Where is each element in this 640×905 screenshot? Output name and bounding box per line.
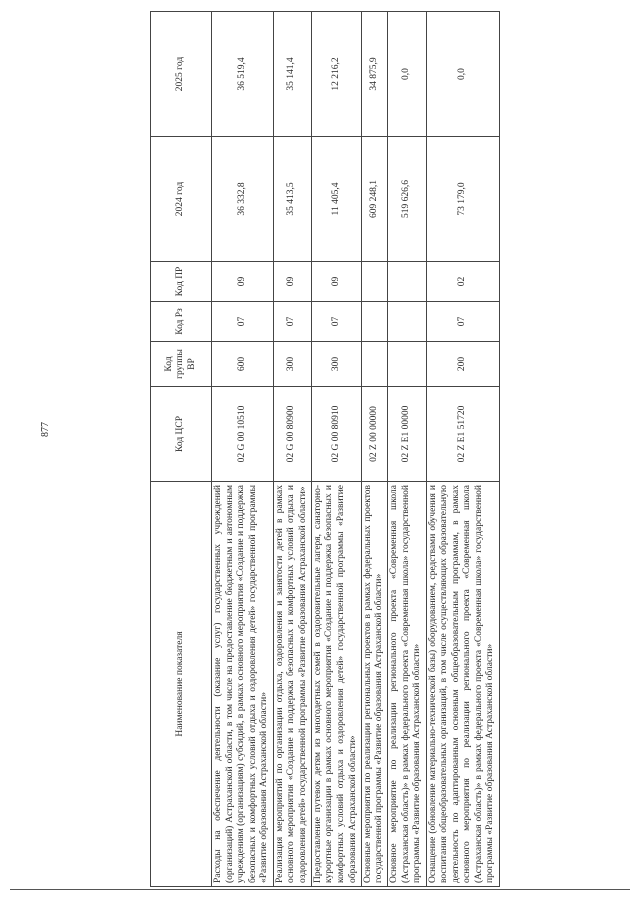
row-csr: 02 G 00 80900: [273, 387, 311, 482]
row-vr: 300: [273, 342, 311, 387]
table-row: [311, 12, 361, 887]
row-rz: 07: [212, 302, 274, 342]
row-vr: 200: [426, 342, 499, 387]
table-row: [361, 12, 387, 887]
row-csr: 02 Z 00 00000: [361, 387, 387, 482]
row-csr: 02 Z E1 00000: [388, 387, 426, 482]
header-vr: Код группы ВР: [151, 342, 212, 387]
row-pr: 09: [212, 262, 274, 302]
row-name: Реализация мероприятий по организации отдыха, оздоровления и занятости детей в рамках основного мероприятия «Создание и поддержка безопасных и комфортных условий отдыха и оздоровления детей» государственной программы «Развитие образования Астраханской области»: [273, 482, 311, 887]
row-vr: 600: [212, 342, 274, 387]
row-csr: 02 Z E1 51720: [426, 387, 499, 482]
table-row: [426, 12, 499, 887]
row-2025: 36 519,4: [212, 12, 274, 137]
header-2024: 2024 год: [151, 137, 212, 262]
bottom-rule: [10, 889, 630, 890]
row-2025: 34 875,9: [361, 12, 387, 137]
row-2024: 73 179,0: [426, 137, 499, 262]
header-name: Наименование показателя: [151, 482, 212, 887]
row-2024: 36 332,8: [212, 137, 274, 262]
row-pr: [388, 262, 426, 302]
row-rz: 07: [273, 302, 311, 342]
row-vr: [388, 342, 426, 387]
header-2025: 2025 год: [151, 12, 212, 137]
row-2024: 35 413,5: [273, 137, 311, 262]
page-number: 877: [40, 422, 51, 437]
header-rz: Код Рз: [151, 302, 212, 342]
table-row: [388, 12, 426, 887]
row-rz: [361, 302, 387, 342]
row-2025: 35 141,4: [273, 12, 311, 137]
row-2025: 0,0: [426, 12, 499, 137]
header-pr: Код ПР: [151, 262, 212, 302]
budget-table: [150, 11, 500, 887]
row-2024: 519 626,6: [388, 137, 426, 262]
table-row: [212, 12, 274, 887]
row-rz: [388, 302, 426, 342]
row-vr: 300: [311, 342, 361, 387]
row-name: Основное мероприятие по реализации регионального проекта «Современная школа (Астраханская область)» в рамках федерального проекта «Современная школа» государственной программы «Развитие образования Астраханской области»: [388, 482, 426, 887]
row-csr: 02 G 00 10510: [212, 387, 274, 482]
row-name: Расходы на обеспечение деятельности (оказание услуг) государственных учреждений (организаций) Астраханской области, в том числе на предоставление бюджетным и автономным учреждениям (организациям) субсидий, в рамках основного мероприятия «Создание и поддержка безопасных и комфортных условий отдыха и оздоровления детей» государственной программы «Развитие образования Астраханской области»: [212, 482, 274, 887]
row-name: Оснащение (обновление материально-технической базы) оборудованием, средствами обучения и воспитания общеобразовательных организаций, в том числе осуществляющих образовательную деятельность по адаптированным основным общеобразовательным программам, в рамках основного мероприятия по реализации регионального проекта «Современная школа (Астраханская область)» в рамках федерального проекта «Современная школа» государственной программы «Развитие образования Астраханской области»: [426, 482, 499, 887]
row-pr: 09: [311, 262, 361, 302]
row-2025: 12 216,2: [311, 12, 361, 137]
rotated-table-container: [150, 12, 500, 887]
table-row: [273, 12, 311, 887]
row-2024: 11 405,4: [311, 137, 361, 262]
row-name: Предоставление путевок детям из многодетных семей в оздоровительные лагеря, санаторно-курортные организации в рамках основного мероприятия «Создание и поддержка безопасных и комфортных условий отдыха и оздоровления детей» государственной программы «Развитие образования Астраханской области»: [311, 482, 361, 887]
header-csr: Код ЦСР: [151, 387, 212, 482]
row-rz: 07: [426, 302, 499, 342]
row-pr: 09: [273, 262, 311, 302]
row-vr: [361, 342, 387, 387]
row-2024: 609 248,1: [361, 137, 387, 262]
row-pr: [361, 262, 387, 302]
table-header-row: [151, 12, 212, 887]
row-rz: 07: [311, 302, 361, 342]
row-name: Основные мероприятия по реализации региональных проектов в рамках федеральных проектов государственной программы «Развитие образования Астраханской области»: [361, 482, 387, 887]
row-csr: 02 G 00 80910: [311, 387, 361, 482]
row-pr: 02: [426, 262, 499, 302]
row-2025: 0,0: [388, 12, 426, 137]
